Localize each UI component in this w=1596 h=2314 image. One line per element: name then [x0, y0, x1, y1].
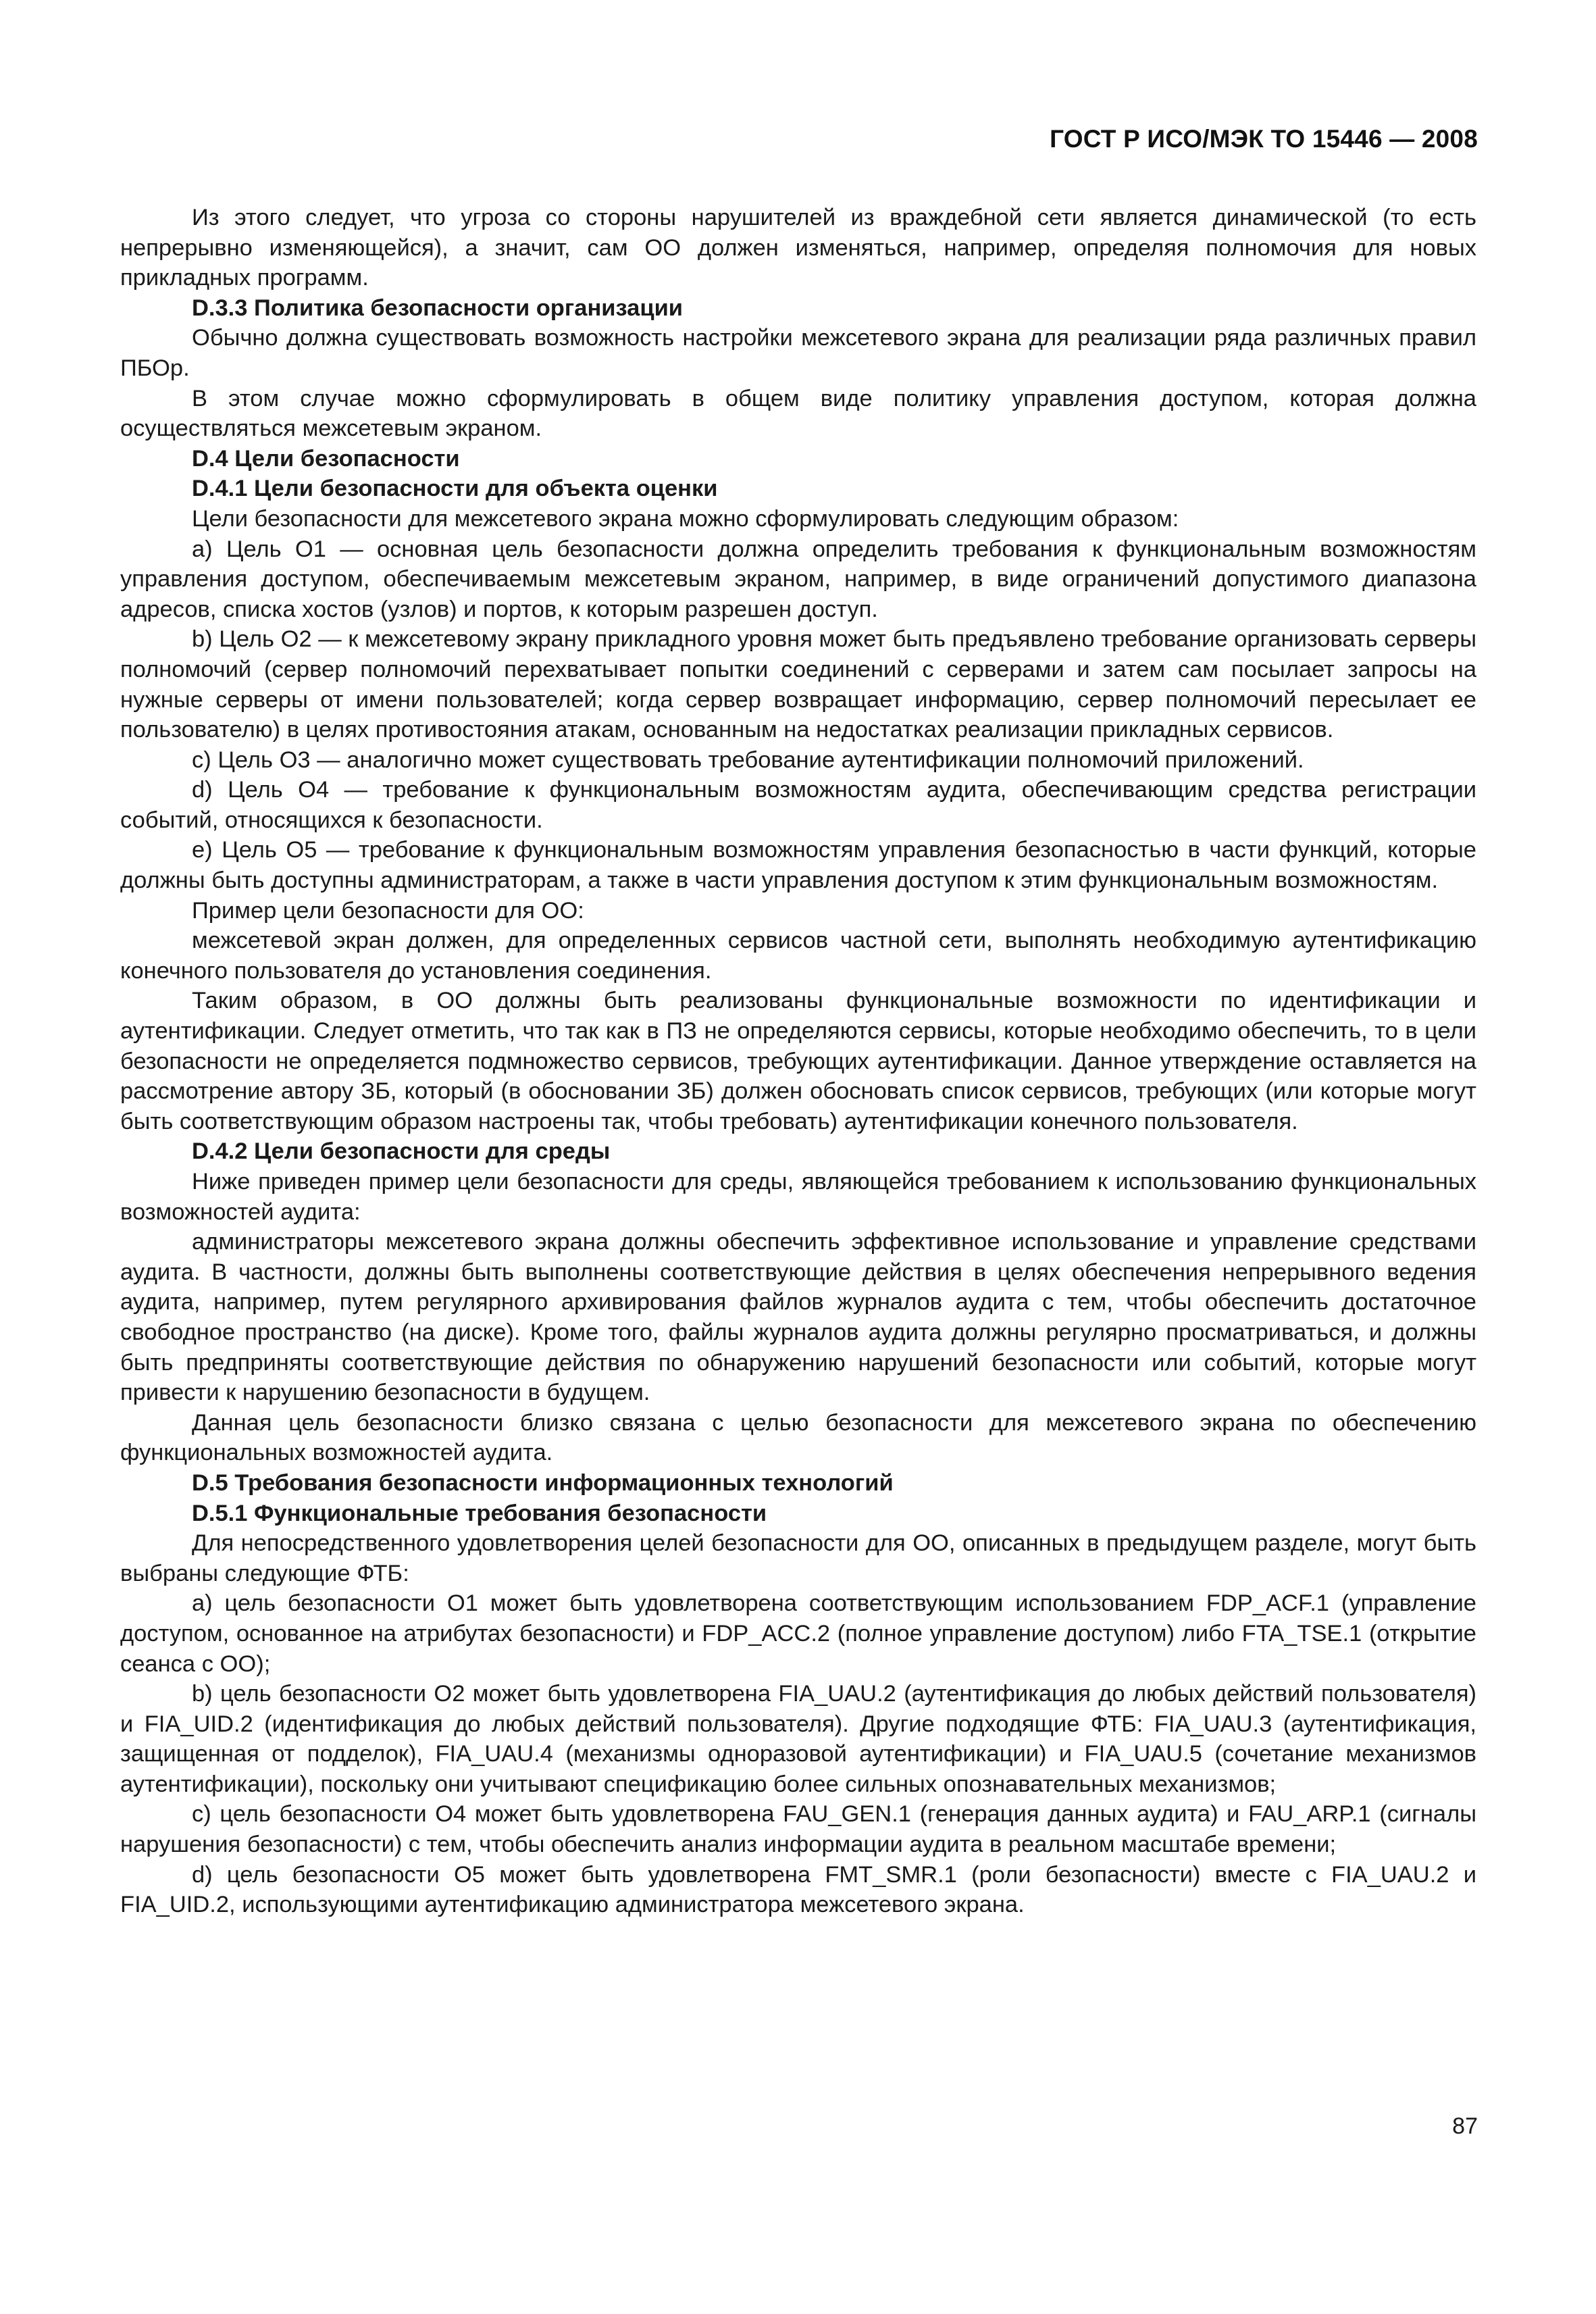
paragraph: Пример цели безопасности для ОО: [192, 897, 584, 924]
list-item-o1: a) Цель O1 — основная цель безопасности должна определить требования к функциональным возможностям управления доступом, обеспечиваемым межсетевым экраном, например, в виде ограничений допустимого диапазона адресов, списка хостов (узлов) и портов, к которым разрешен доступ. [120, 536, 1476, 622]
section-heading-d5: D.5 Требования безопасности информационных технологий [192, 1469, 894, 1496]
list-item-o3: c) Цель O3 — аналогично может существовать требование аутентификации полномочий приложений. [192, 747, 1304, 773]
paragraph: администраторы межсетевого экрана должны обеспечить эффективное использование и управление средствами аудита. В частности, должны быть выполнены соответствующие действия в целях обеспечения непрерывного ведения аудита, например, путем регулярного архивирования файлов журналов аудита с тем, чтобы обеспечить достаточное свободное пространство (на диске). Кроме того, файлы журналов аудита должны регулярно просматриваться, и должны быть предприняты соответствующие действия по обнаружению нарушений безопасности или событий, которые могут привести к нарушению безопасности в будущем. [120, 1229, 1476, 1406]
list-item-d: d) цель безопасности O5 может быть удовлетворена FMT_SMR.1 (роли безопасности) вместе с FIA_UAU.2 и FIA_UID.2, использующими аутентификацию администратора межсетевого экрана. [120, 1861, 1476, 1918]
standard-header: ГОСТ Р ИСО/МЭК ТО 15446 — 2008 [1050, 125, 1478, 153]
paragraph: Таким образом, в ОО должны быть реализованы функциональные возможности по идентификации и аутентификации. Следует отметить, что так как в ПЗ не определяются сервисы, которые необходимо обеспечить, то в цели безопасности не определяется подмножество сервисов, требующих аутентификации. Данное утверждение оставляется на рассмотрение автору ЗБ, который (в обосновании ЗБ) должен обосновать список сервисов, требующих (или которые могут быть соответствующим образом настроены так, чтобы требовать) аутентификации конечного пользователя. [120, 988, 1476, 1134]
paragraph: Ниже приведен пример цели безопасности для среды, являющейся требованием к использованию функциональных возможностей аудита: [120, 1169, 1476, 1225]
section-heading-d4: D.4 Цели безопасности [192, 445, 460, 472]
paragraph: Для непосредственного удовлетворения целей безопасности для ОО, описанных в предыдущем разделе, могут быть выбраны следующие ФТБ: [120, 1530, 1476, 1586]
list-item-o4: d) Цель O4 — требование к функциональным возможностям аудита, обеспечивающим средства регистрации событий, относящихся к безопасности. [120, 777, 1476, 833]
paragraph: Цели безопасности для межсетевого экрана можно сформулировать следующим образом: [192, 505, 1179, 532]
document-body [120, 203, 1476, 1920]
list-item-b: b) цель безопасности O2 может быть удовлетворена FIA_UAU.2 (аутентификация до любых действий пользователя) и FIA_UID.2 (идентификация до любых действий пользователя). Другие подходящие ФТБ: FIA_UAU.3 (аутентификация, защищенная от подделок), FIA_UAU.4 (механизмы одноразовой аутентификации) и FIA_UAU.5 (сочетание механизмов аутентификации), поскольку они учитывают спецификацию более сильных опознавательных механизмов; [120, 1681, 1476, 1797]
list-item-a: a) цель безопасности O1 может быть удовлетворена соответствующим использованием FDP_ACF.1 (управление доступом, основанное на атрибутах безопасности) и FDP_ACC.2 (полное управление доступом) либо FTA_TSE.1 (открытие сеанса с ОО); [120, 1590, 1476, 1677]
section-heading-d41: D.4.1 Цели безопасности для объекта оценки [192, 476, 718, 502]
list-item-o5: e) Цель O5 — требование к функциональным возможностям управления безопасностью в части функций, которые должны быть доступны администраторам, а также в части управления доступом к этим функциональным возможностям. [120, 837, 1476, 894]
paragraph: В этом случае можно сформулировать в общем виде политику управления доступом, которая должна осуществляться межсетевым экраном. [120, 385, 1476, 442]
section-heading-d51: D.5.1 Функциональные требования безопасности [192, 1500, 767, 1526]
paragraph: Обычно должна существовать возможность настройки межсетевого экрана для реализации ряда различных правил ПБОр. [120, 325, 1476, 381]
section-heading-d42: D.4.2 Цели безопасности для среды [192, 1138, 611, 1165]
paragraph: Из этого следует, что угроза со стороны нарушителей из враждебной сети является динамической (то есть непрерывно изменяющейся), а значит, сам ОО должен изменяться, например, определяя полномочия для новых прикладных программ. [120, 205, 1476, 291]
paragraph: Данная цель безопасности близко связана с целью безопасности для межсетевого экрана по обеспечению функциональных возможностей аудита. [120, 1409, 1476, 1466]
paragraph: межсетевой экран должен, для определенных сервисов частной сети, выполнять необходимую аутентификацию конечного пользователя до установления соединения. [120, 928, 1476, 984]
section-heading-d33: D.3.3 Политика безопасности организации [192, 295, 683, 321]
list-item-c: c) цель безопасности O4 может быть удовлетворена FAU_GEN.1 (генерация данных аудита) и FAU_ARP.1 (сигналы нарушения безопасности) с тем, чтобы обеспечить анализ информации аудита в реальном масштабе времени; [120, 1801, 1476, 1858]
page-number: 87 [1452, 2113, 1478, 2139]
list-item-o2: b) Цель O2 — к межсетевому экрану прикладного уровня может быть предъявлено требование организовать серверы полномочий (сервер полномочий перехватывает попытки соединений с серверами и затем сам посылает запросы на нужные серверы от имени пользователей; когда сервер возвращает информацию, сервер полномочий пересылает ее пользователю) в целях противостояния атакам, основанным на недостатках реализации прикладных сервисов. [120, 626, 1476, 743]
